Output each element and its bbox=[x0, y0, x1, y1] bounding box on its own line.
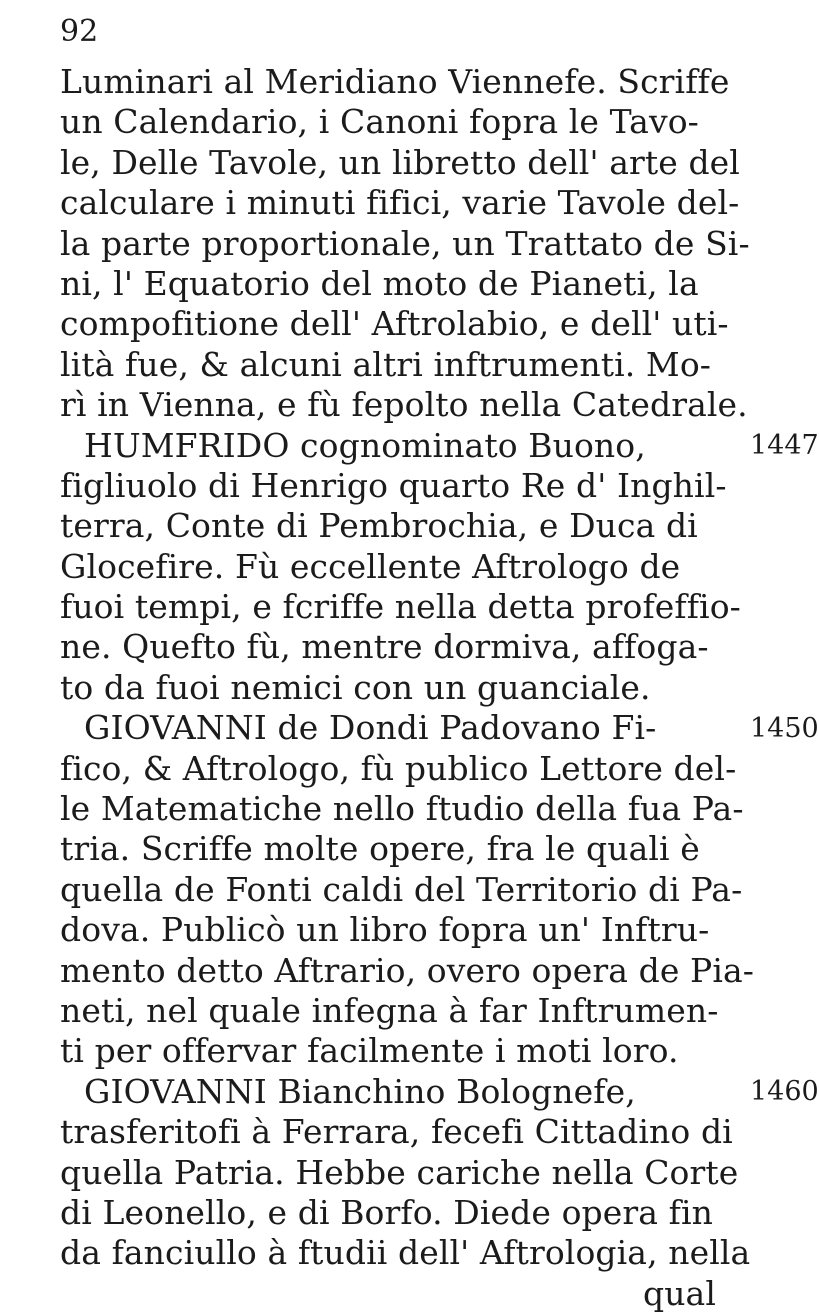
text-line: un Calendario, i Canoni fopra le Tavo- bbox=[60, 102, 699, 142]
text-line: neti, nel quale infegna à far Inftrumen- bbox=[60, 990, 719, 1030]
text-line: to da fuoi nemici con un guanciale. bbox=[60, 667, 651, 707]
margin-year-1447: 1447 bbox=[750, 430, 819, 461]
text-line: Luminari al Meridiano Viennefe. Scriffe bbox=[60, 62, 730, 101]
text-line: di Leonello, e di Borfo. Diede opera fin bbox=[60, 1192, 713, 1232]
catchword: qual bbox=[642, 1273, 716, 1313]
text-line: calculare i minuti fifici, varie Tavole del- bbox=[60, 183, 740, 223]
text-line: quella Patria. Hebbe cariche nella Corte bbox=[60, 1152, 739, 1192]
text-line: trasferitofi à Ferrara, fecefi Cittadino di bbox=[60, 1112, 733, 1152]
text-line: fico, & Aftrologo, fù publico Lettore del- bbox=[60, 748, 737, 788]
text-line: figliuolo di Henrigo quarto Re d' Inghil- bbox=[60, 465, 727, 505]
text-line: ni, l' Equatorio del moto de Pianeti, la bbox=[60, 263, 699, 303]
text-line: la parte proportionale, un Trattato de Si- bbox=[60, 223, 750, 263]
margin-year-1450: 1450 bbox=[750, 713, 819, 744]
text-line-entry-start: GIOVANNI de Dondi Padovano Fi- bbox=[84, 708, 657, 748]
text-line: rì in Vienna, e fù fepolto nella Catedrale. bbox=[60, 385, 748, 425]
page-number: 92 bbox=[60, 14, 99, 49]
text-line-entry-start: GIOVANNI Bianchino Bolognefe, bbox=[84, 1071, 636, 1111]
text-line: fuoi tempi, e fcriffe nella detta profeffio- bbox=[60, 587, 741, 627]
text-line: quella de Fonti caldi del Territorio di Pa- bbox=[60, 869, 743, 909]
body-text bbox=[60, 62, 755, 1314]
text-line: mento detto Aftrario, overo opera de Pia- bbox=[60, 950, 755, 990]
text-line: Glocefire. Fù eccellente Aftrologo de bbox=[60, 546, 681, 586]
text-line: tria. Scriffe molte opere, fra le quali è bbox=[60, 829, 700, 869]
text-line: ne. Quefto fù, mentre dormiva, affoga- bbox=[60, 627, 709, 667]
text-line: dova. Publicò un libro fopra un' Inftru- bbox=[60, 910, 710, 950]
text-line: terra, Conte di Pembrochia, e Duca di bbox=[60, 506, 698, 546]
text-line: da fanciullo à ftudii dell' Aftrologia, nella bbox=[60, 1233, 751, 1273]
text-line-entry-start: HUMFRIDO cognominato Buono, bbox=[84, 425, 646, 465]
text-line: le, Delle Tavole, un libretto dell' arte del bbox=[60, 142, 740, 182]
margin-year-1460: 1460 bbox=[750, 1076, 819, 1107]
text-line: lità fue, & alcuni altri inftrumenti. Mo- bbox=[60, 344, 712, 384]
text-line: ti per offervar facilmente i moti loro. bbox=[60, 1031, 679, 1071]
text-line: compofitione dell' Aftrolabio, e dell' uti- bbox=[60, 304, 729, 344]
text-line: le Matematiche nello ftudio della fua Pa- bbox=[60, 789, 744, 829]
